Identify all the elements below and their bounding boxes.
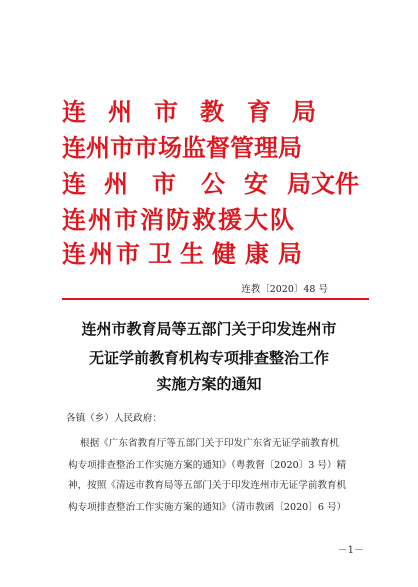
page-number: －1－: [337, 545, 364, 556]
issuer-char: 局: [287, 169, 311, 198]
red-divider-line: [62, 298, 369, 300]
issuer-char: 连: [62, 133, 86, 162]
issuer-char: 监: [182, 133, 206, 162]
issuer-char: 卫: [148, 239, 172, 268]
issuer-char: 州: [108, 97, 132, 126]
issuer-char: 场: [158, 133, 182, 162]
issuer-char: 文: [311, 169, 335, 198]
issuer-char: 防: [166, 205, 190, 234]
issuer-char: 件: [335, 169, 359, 198]
issuer-char: 生: [180, 239, 204, 268]
issuer-char: 州: [89, 239, 113, 268]
issuer-char: 理: [254, 133, 278, 162]
issuer-char: 市: [152, 169, 176, 198]
issuer-char: 市: [110, 133, 134, 162]
issuer-char: 连: [62, 205, 86, 234]
issuer-char: 育: [247, 97, 271, 126]
issuer-char: 消: [140, 205, 164, 234]
document-title-line-1: 连州市教育局等五部门关于印发连州市: [81, 320, 337, 338]
issuer-char: 大: [244, 205, 268, 234]
issuer-char: 督: [206, 133, 230, 162]
issuer-char: 连: [62, 239, 86, 268]
issuer-char: 安: [244, 169, 268, 198]
body-line-1: 根据《广东省教育厅等五部门关于印发广东省无证学前教育机: [80, 438, 340, 449]
issuer-char: 连: [62, 97, 86, 126]
issuer-char: 局: [278, 239, 302, 268]
body-line-4: 构专项排查整治工作实施方案的通知》（清市教函〔2020〕6 号）: [68, 502, 347, 513]
body-line-2: 构专项排查整治工作实施方案的通知》（粤教督〔2020〕3 号）精: [68, 460, 347, 471]
issuer-char: 连: [62, 169, 86, 198]
issuer-char: 市: [134, 133, 158, 162]
issuer-char: 市: [114, 205, 138, 234]
issuer-char: 局: [292, 97, 316, 126]
issuer-char: 州: [86, 133, 110, 162]
issuer-char: 市: [154, 97, 178, 126]
salutation: 各镇（乡）人民政府：: [66, 413, 162, 424]
body-line-3: 神，按照《清远市教育局等五部门关于印发连州市无证学前教育机: [68, 480, 347, 491]
document-number: 连教〔2020〕48 号: [241, 284, 328, 295]
document-title-line-2: 无证学前教育机构专项排查整治工作: [88, 349, 329, 367]
issuer-char: 教: [200, 97, 224, 126]
issuer-char: 援: [218, 205, 242, 234]
issuer-char: 州: [88, 205, 112, 234]
issuer-char: 公: [201, 169, 225, 198]
issuer-char: 救: [192, 205, 216, 234]
issuer-char: 局: [278, 133, 302, 162]
document-title-line-3: 实施方案的通知: [156, 375, 262, 393]
issuing-authorities: [0, 0, 418, 280]
issuer-char: 队: [270, 205, 294, 234]
issuer-char: 州: [104, 169, 128, 198]
issuer-char: 管: [230, 133, 254, 162]
issuer-char: 市: [116, 239, 140, 268]
issuer-char: 健: [212, 239, 236, 268]
issuer-char: 康: [245, 239, 269, 268]
